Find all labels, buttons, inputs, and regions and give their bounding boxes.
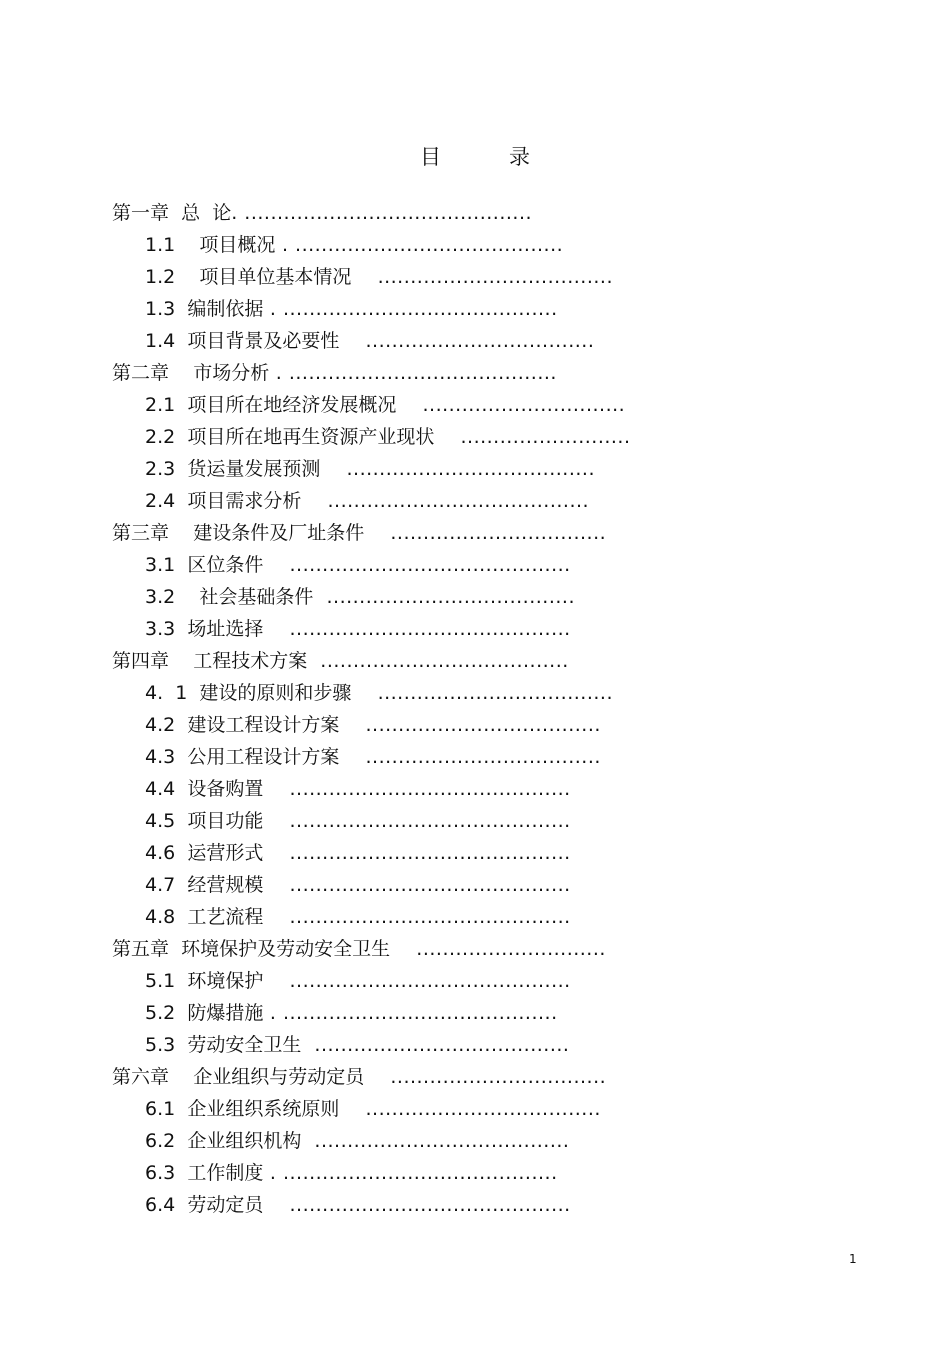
toc-section — [145, 805, 571, 837]
toc-number: 第三章 — [112, 522, 170, 544]
toc-title: 防爆措施 — [187, 1002, 264, 1024]
toc-section — [145, 1189, 571, 1221]
toc-spacer — [175, 586, 199, 608]
toc-spacer — [187, 682, 199, 704]
page-title — [0, 141, 950, 171]
toc-title: 总 论 — [181, 202, 232, 224]
toc-spacer — [175, 1130, 187, 1152]
toc-leader-dots: ...................................... — [320, 458, 595, 480]
toc-leader-dots: ........................................... — [263, 970, 571, 992]
toc-number: 1.4 — [145, 330, 176, 352]
toc-spacer — [169, 202, 181, 224]
toc-leader-dots: . .......................................... — [263, 298, 558, 320]
toc-title: 环境保护 — [187, 970, 264, 992]
toc-section — [145, 421, 631, 453]
toc-section — [145, 741, 601, 773]
title-char-right: 录 — [509, 145, 530, 169]
toc-title: 场址选择 — [187, 618, 264, 640]
toc-number: 第二章 — [112, 362, 170, 384]
toc-title: 建设条件及厂址条件 — [193, 522, 365, 544]
toc-section — [145, 325, 594, 357]
toc-section — [145, 677, 613, 709]
toc-leader-dots: .......................... — [434, 426, 631, 448]
toc-title: 设备购置 — [187, 778, 264, 800]
toc-section — [145, 389, 625, 421]
toc-title: 劳动定员 — [187, 1194, 264, 1216]
toc-section — [145, 1093, 601, 1125]
toc-leader-dots: .................................... — [351, 266, 613, 288]
toc-spacer — [175, 810, 187, 832]
title-char-left: 目 — [420, 145, 441, 169]
toc-number: 1.2 — [145, 266, 176, 288]
toc-number: 6.2 — [145, 1130, 176, 1152]
toc-number: 1.3 — [145, 298, 176, 320]
toc-spacer — [169, 650, 193, 672]
toc-number: 4.2 — [145, 714, 176, 736]
toc-chapter — [112, 357, 557, 389]
toc-leader-dots: .................................... — [339, 714, 601, 736]
toc-title: 市场分析 — [193, 362, 270, 384]
toc-number: 6.4 — [145, 1194, 176, 1216]
toc-spacer — [175, 490, 187, 512]
toc-spacer — [175, 906, 187, 928]
toc-spacer — [175, 778, 187, 800]
toc-chapter — [112, 197, 532, 229]
toc-section — [145, 485, 589, 517]
toc-spacer — [169, 1066, 193, 1088]
toc-leader-dots: ............................... — [396, 394, 626, 416]
toc-number: 5.2 — [145, 1002, 176, 1024]
toc-title: 货运量发展预测 — [187, 458, 321, 480]
toc-number: 4.7 — [145, 874, 176, 896]
toc-leader-dots: ........................................... — [263, 1194, 571, 1216]
toc-spacer — [169, 938, 181, 960]
toc-leader-dots: ................................... — [339, 330, 595, 352]
toc-number: 4.4 — [145, 778, 176, 800]
toc-chapter — [112, 645, 569, 677]
toc-chapter — [112, 517, 606, 549]
toc-title: 劳动安全卫生 — [187, 1034, 302, 1056]
toc-leader-dots: ........................................... — [263, 810, 571, 832]
toc-title: 运营形式 — [187, 842, 264, 864]
toc-section — [145, 901, 571, 933]
toc-number: 2.4 — [145, 490, 176, 512]
toc-number: 第五章 — [112, 938, 170, 960]
toc-title: 工作制度 — [187, 1162, 264, 1184]
toc-title: 项目所在地再生资源产业现状 — [187, 426, 435, 448]
toc-section — [145, 997, 558, 1029]
toc-leader-dots: ...................................... — [313, 586, 575, 608]
toc-spacer — [175, 1194, 187, 1216]
toc-leader-dots: .................................... — [351, 682, 613, 704]
toc-spacer — [175, 1034, 187, 1056]
toc-spacer — [175, 618, 187, 640]
toc-title: 企业组织机构 — [187, 1130, 302, 1152]
toc-leader-dots: ........................................... — [263, 842, 571, 864]
toc-leader-dots: ....................................... — [301, 1130, 570, 1152]
toc-leader-dots: . .......................................... — [263, 1002, 558, 1024]
toc-spacer — [175, 458, 187, 480]
toc-leader-dots: . ......................................... — [275, 234, 564, 256]
toc-title: 环境保护及劳动安全卫生 — [181, 938, 391, 960]
toc-title: 项目功能 — [187, 810, 264, 832]
toc-number: 4.5 — [145, 810, 176, 832]
toc-leader-dots: ................................. — [364, 522, 607, 544]
toc-title: 企业组织系统原则 — [187, 1098, 340, 1120]
toc-spacer — [175, 714, 187, 736]
toc-title: 项目需求分析 — [187, 490, 302, 512]
toc-leader-dots: .................................... — [339, 1098, 601, 1120]
toc-title: 公用工程设计方案 — [187, 746, 340, 768]
toc-spacer — [175, 394, 187, 416]
page-number: 1 — [849, 1252, 857, 1266]
toc-title: 工艺流程 — [187, 906, 264, 928]
toc-number: 2.2 — [145, 426, 176, 448]
toc-chapter — [112, 933, 606, 965]
toc-spacer — [175, 842, 187, 864]
toc-number: 第一章 — [112, 202, 170, 224]
toc-leader-dots: ........................................... — [263, 618, 571, 640]
toc-number: 5.1 — [145, 970, 176, 992]
toc-number: 3.2 — [145, 586, 176, 608]
toc-number: 第四章 — [112, 650, 170, 672]
toc-leader-dots: ............................. — [390, 938, 606, 960]
toc-leader-dots: . .......................................... — [263, 1162, 558, 1184]
toc-number: 3.3 — [145, 618, 176, 640]
toc-title: 区位条件 — [187, 554, 264, 576]
toc-spacer — [175, 298, 187, 320]
toc-title: 建设的原则和步骤 — [199, 682, 352, 704]
toc-section — [145, 453, 595, 485]
toc-title: 编制依据 — [187, 298, 264, 320]
toc-number: 4.3 — [145, 746, 176, 768]
toc-number: 5.3 — [145, 1034, 176, 1056]
toc-number: 6.1 — [145, 1098, 176, 1120]
toc-leader-dots: ........................................... — [263, 906, 571, 928]
toc-spacer — [175, 970, 187, 992]
toc-leader-dots: ........................................... — [263, 874, 571, 896]
toc-leader-dots: .................................... — [339, 746, 601, 768]
toc-title: 项目背景及必要性 — [187, 330, 340, 352]
toc-title: 建设工程设计方案 — [187, 714, 340, 736]
toc-spacer — [175, 1002, 187, 1024]
toc-section — [145, 869, 571, 901]
toc-leader-dots: . ............................................ — [231, 202, 533, 224]
toc-number: 6.3 — [145, 1162, 176, 1184]
toc-section — [145, 229, 563, 261]
toc-title: 项目单位基本情况 — [199, 266, 352, 288]
toc-title: 经营规模 — [187, 874, 264, 896]
toc-section — [145, 261, 613, 293]
toc-section — [145, 581, 575, 613]
toc-number: 4.6 — [145, 842, 176, 864]
toc-leader-dots: ....................................... — [301, 1034, 570, 1056]
toc-number: 3.1 — [145, 554, 176, 576]
toc-spacer — [175, 874, 187, 896]
toc-title: 社会基础条件 — [199, 586, 314, 608]
toc-section — [145, 613, 571, 645]
toc-leader-dots: ................................. — [364, 1066, 607, 1088]
toc-section — [145, 709, 601, 741]
toc-title: 工程技术方案 — [193, 650, 308, 672]
toc-title: 项目所在地经济发展概况 — [187, 394, 397, 416]
toc-spacer — [175, 234, 199, 256]
toc-spacer — [175, 1162, 187, 1184]
toc-section — [145, 293, 558, 325]
toc-title: 项目概况 — [199, 234, 276, 256]
toc-spacer — [175, 330, 187, 352]
toc-leader-dots: ........................................ — [301, 490, 590, 512]
toc-spacer — [175, 1098, 187, 1120]
toc-title: 企业组织与劳动定员 — [193, 1066, 365, 1088]
toc-number: 2.1 — [145, 394, 176, 416]
toc-number: 2.3 — [145, 458, 176, 480]
toc-leader-dots: ........................................... — [263, 778, 571, 800]
toc-number: 1.1 — [145, 234, 176, 256]
toc-section — [145, 837, 571, 869]
toc-section — [145, 1029, 569, 1061]
toc-leader-dots: ...................................... — [307, 650, 569, 672]
toc-section — [145, 549, 571, 581]
toc-spacer — [175, 426, 187, 448]
toc-spacer — [169, 522, 193, 544]
toc-number: 4.8 — [145, 906, 176, 928]
toc-spacer — [175, 746, 187, 768]
toc-section — [145, 1125, 569, 1157]
toc-chapter — [112, 1061, 606, 1093]
toc-spacer — [175, 266, 199, 288]
toc-leader-dots: . ......................................... — [269, 362, 557, 384]
toc-spacer — [169, 362, 193, 384]
toc-number: 4. 1 — [145, 682, 188, 704]
toc-leader-dots: ........................................... — [263, 554, 571, 576]
toc-section — [145, 1157, 558, 1189]
toc-number: 第六章 — [112, 1066, 170, 1088]
toc-spacer — [175, 554, 187, 576]
toc-section — [145, 965, 571, 997]
toc-section — [145, 773, 571, 805]
